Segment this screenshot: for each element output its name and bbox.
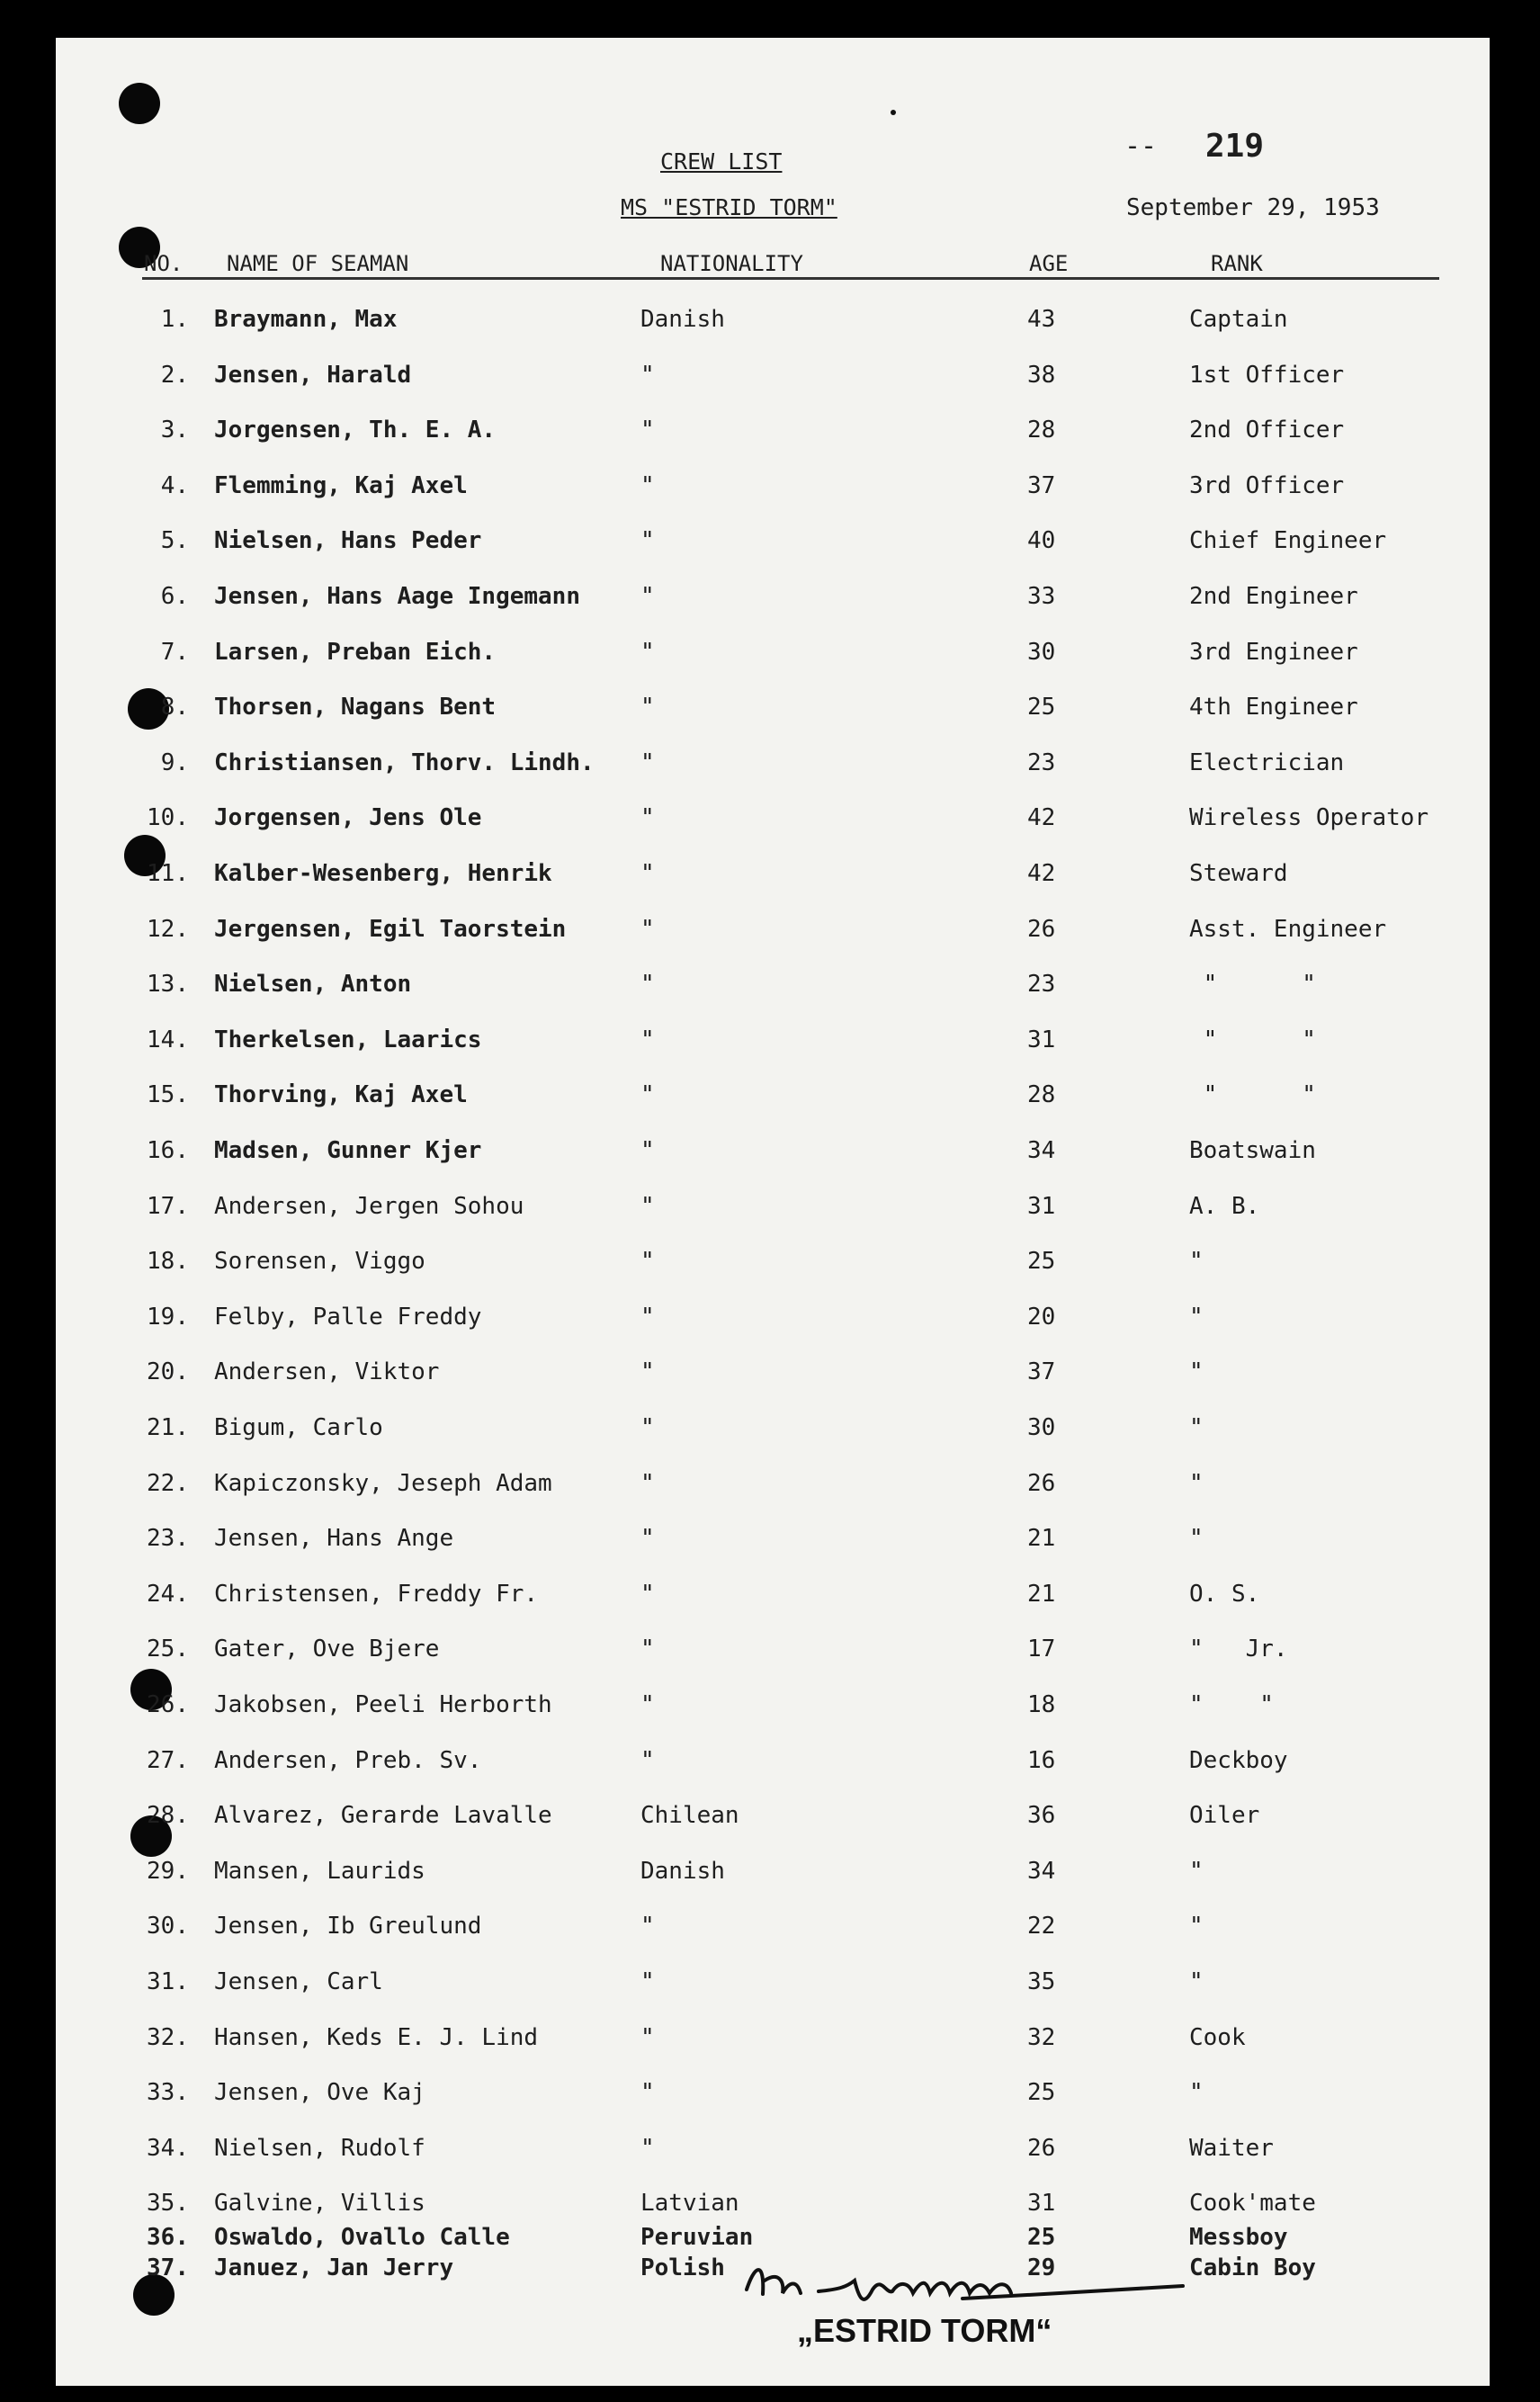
crew-name: Jorgensen, Jens Ole xyxy=(214,804,482,831)
crew-name: Christiansen, Thorv. Lindh. xyxy=(214,749,595,776)
table-row xyxy=(0,916,1540,952)
crew-no: 1. xyxy=(160,306,189,333)
table-row xyxy=(0,1968,1540,2004)
crew-age: 28 xyxy=(1027,1081,1056,1108)
crew-rank: 4th Engineer xyxy=(1189,694,1358,721)
crew-age: 37 xyxy=(1027,1358,1056,1385)
column-header-no: NO. xyxy=(144,251,184,276)
table-row xyxy=(0,1913,1540,1949)
table-row xyxy=(0,1414,1540,1450)
crew-nationality: " xyxy=(640,1026,655,1053)
table-row xyxy=(0,472,1540,508)
crew-nationality: " xyxy=(640,527,655,554)
crew-nationality: " xyxy=(640,1414,655,1441)
crew-name: Januez, Jan Jerry xyxy=(214,2254,454,2281)
crew-name: Jensen, Hans Ange xyxy=(214,1525,454,1552)
table-row xyxy=(0,860,1540,896)
crew-nationality: " xyxy=(640,1913,655,1940)
crew-name: Oswaldo, Ovallo Calle xyxy=(214,2224,510,2251)
crew-name: Larsen, Preban Eich. xyxy=(214,639,497,666)
crew-nationality: " xyxy=(640,583,655,610)
table-row xyxy=(0,1581,1540,1617)
crew-rank: Chief Engineer xyxy=(1189,527,1387,554)
crew-age: 40 xyxy=(1027,527,1056,554)
crew-no: 31. xyxy=(147,1968,189,1995)
crew-no: 36. xyxy=(147,2224,189,2251)
crew-no: 35. xyxy=(147,2190,189,2217)
table-row xyxy=(0,2135,1540,2171)
crew-name: Alvarez, Gerarde Lavalle xyxy=(214,1802,552,1829)
crew-name: Hansen, Keds E. J. Lind xyxy=(214,2024,539,2051)
table-row xyxy=(0,2079,1540,2115)
table-row xyxy=(0,639,1540,675)
crew-rank: " " xyxy=(1189,1081,1316,1108)
crew-no: 26. xyxy=(147,1691,189,1718)
crew-age: 31 xyxy=(1027,1193,1056,1220)
crew-name: Andersen, Viktor xyxy=(214,1358,440,1385)
crew-no: 4. xyxy=(160,472,189,499)
table-row xyxy=(0,1248,1540,1284)
crew-rank: 3rd Engineer xyxy=(1189,639,1358,666)
crew-name: Jorgensen, Th. E. A. xyxy=(214,417,497,444)
crew-name: Jensen, Hans Aage Ingemann xyxy=(214,583,580,610)
crew-no: 13. xyxy=(147,971,189,998)
crew-rank: " xyxy=(1189,1414,1204,1441)
crew-nationality: " xyxy=(640,971,655,998)
crew-nationality: " xyxy=(640,1304,655,1331)
crew-no: 10. xyxy=(147,804,189,831)
crew-age: 23 xyxy=(1027,971,1056,998)
crew-name: Sorensen, Viggo xyxy=(214,1248,425,1275)
crew-name: Christensen, Freddy Fr. xyxy=(214,1581,539,1608)
crew-name: Kalber-Wesenberg, Henrik xyxy=(214,860,552,887)
crew-no: 27. xyxy=(147,1747,189,1774)
crew-no: 22. xyxy=(147,1470,189,1497)
table-row xyxy=(0,2024,1540,2060)
crew-rank: " xyxy=(1189,1858,1204,1885)
crew-name: Flemming, Kaj Axel xyxy=(214,472,468,499)
crew-age: 30 xyxy=(1027,1414,1056,1441)
table-row xyxy=(0,1026,1540,1062)
crew-rank: Captain xyxy=(1189,306,1288,333)
crew-name: Jensen, Carl xyxy=(214,1968,383,1995)
crew-nationality: " xyxy=(640,1581,655,1608)
crew-name: Jensen, Ib Greulund xyxy=(214,1913,482,1940)
crew-no: 17. xyxy=(147,1193,189,1220)
crew-no: 24. xyxy=(147,1581,189,1608)
crew-rank: Electrician xyxy=(1189,749,1345,776)
table-row xyxy=(0,1193,1540,1229)
crew-name: Thorsen, Nagans Bent xyxy=(214,694,497,721)
crew-no: 15. xyxy=(147,1081,189,1108)
crew-rank: Boatswain xyxy=(1189,1137,1316,1164)
crew-nationality: Danish xyxy=(640,306,725,333)
crew-rank: " Jr. xyxy=(1189,1636,1288,1663)
crew-age: 31 xyxy=(1027,2190,1056,2217)
crew-name: Andersen, Jergen Sohou xyxy=(214,1193,524,1220)
table-row xyxy=(0,971,1540,1007)
crew-name: Therkelsen, Laarics xyxy=(214,1026,482,1053)
crew-rank: Cook xyxy=(1189,2024,1246,2051)
crew-nationality: " xyxy=(640,2079,655,2106)
crew-age: 26 xyxy=(1027,916,1056,943)
table-row xyxy=(0,1802,1540,1838)
crew-age: 26 xyxy=(1027,2135,1056,2162)
crew-age: 26 xyxy=(1027,1470,1056,1497)
crew-rank: " xyxy=(1189,1470,1204,1497)
column-header-rank: RANK xyxy=(1211,251,1263,276)
crew-rank: 2nd Officer xyxy=(1189,417,1345,444)
crew-age: 37 xyxy=(1027,472,1056,499)
crew-nationality: Polish xyxy=(640,2254,725,2281)
crew-nationality: " xyxy=(640,2135,655,2162)
table-row xyxy=(0,1137,1540,1173)
crew-rank: " " xyxy=(1189,1026,1316,1053)
table-row xyxy=(0,1691,1540,1727)
crew-no: 14. xyxy=(147,1026,189,1053)
crew-no: 7. xyxy=(160,639,189,666)
table-row xyxy=(0,804,1540,840)
crew-no: 21. xyxy=(147,1414,189,1441)
table-row xyxy=(0,1636,1540,1672)
crew-name: Jensen, Ove Kaj xyxy=(214,2079,425,2106)
column-header-nationality: NATIONALITY xyxy=(660,251,803,276)
crew-age: 21 xyxy=(1027,1581,1056,1608)
table-row xyxy=(0,1358,1540,1394)
crew-rank: Oiler xyxy=(1189,1802,1260,1829)
table-row xyxy=(0,1304,1540,1340)
crew-nationality: " xyxy=(640,362,655,389)
table-row xyxy=(0,1525,1540,1561)
crew-age: 34 xyxy=(1027,1858,1056,1885)
crew-rank: Wireless Operator xyxy=(1189,804,1429,831)
crew-no: 18. xyxy=(147,1248,189,1275)
table-row xyxy=(0,1081,1540,1117)
crew-no: 28. xyxy=(147,1802,189,1829)
crew-nationality: " xyxy=(640,804,655,831)
crew-no: 30. xyxy=(147,1913,189,1940)
crew-age: 25 xyxy=(1027,2224,1056,2251)
crew-rank: Waiter xyxy=(1189,2135,1274,2162)
vessel-stamp: „ESTRID TORM“ xyxy=(797,2312,1052,2349)
table-row xyxy=(0,749,1540,785)
crew-no: 2. xyxy=(160,362,189,389)
crew-rank: Messboy xyxy=(1189,2224,1288,2251)
document-date: September 29, 1953 xyxy=(1126,194,1380,221)
punch-hole xyxy=(119,83,160,124)
crew-no: 33. xyxy=(147,2079,189,2106)
table-row xyxy=(0,583,1540,619)
crew-no: 25. xyxy=(147,1636,189,1663)
crew-nationality: " xyxy=(640,1636,655,1663)
crew-age: 29 xyxy=(1027,2254,1056,2281)
crew-age: 16 xyxy=(1027,1747,1056,1774)
crew-nationality: " xyxy=(640,916,655,943)
crew-no: 12. xyxy=(147,916,189,943)
crew-name: Gater, Ove Bjere xyxy=(214,1636,440,1663)
crew-no: 20. xyxy=(147,1358,189,1385)
crew-rank: Steward xyxy=(1189,860,1288,887)
crew-nationality: " xyxy=(640,860,655,887)
crew-rank: " " xyxy=(1189,971,1316,998)
header-rule xyxy=(142,277,1439,280)
crew-no: 32. xyxy=(147,2024,189,2051)
crew-rank: " xyxy=(1189,1968,1204,1995)
crew-nationality: " xyxy=(640,1968,655,1995)
crew-no: 3. xyxy=(160,417,189,444)
captain-signature xyxy=(738,2254,1187,2317)
crew-no: 34. xyxy=(147,2135,189,2162)
crew-age: 17 xyxy=(1027,1636,1056,1663)
crew-age: 25 xyxy=(1027,1248,1056,1275)
crew-nationality: " xyxy=(640,1081,655,1108)
crew-name: Braymann, Max xyxy=(214,306,398,333)
column-header-age: AGE xyxy=(1029,251,1069,276)
crew-no: 6. xyxy=(160,583,189,610)
crew-age: 30 xyxy=(1027,639,1056,666)
crew-name: Felby, Palle Freddy xyxy=(214,1304,482,1331)
crew-name: Nielsen, Rudolf xyxy=(214,2135,425,2162)
crew-rank: " xyxy=(1189,1913,1204,1940)
crew-age: 38 xyxy=(1027,362,1056,389)
document-title: CREW LIST xyxy=(660,148,783,175)
crew-age: 23 xyxy=(1027,749,1056,776)
crew-nationality: " xyxy=(640,694,655,721)
crew-nationality: Latvian xyxy=(640,2190,739,2217)
crew-rank: 2nd Engineer xyxy=(1189,583,1358,610)
crew-rank: " xyxy=(1189,1525,1204,1552)
crew-rank: " " xyxy=(1189,1691,1274,1718)
crew-nationality: " xyxy=(640,1470,655,1497)
crew-rank: Cabin Boy xyxy=(1189,2254,1316,2281)
crew-age: 42 xyxy=(1027,860,1056,887)
crew-age: 31 xyxy=(1027,1026,1056,1053)
crew-name: Jergensen, Egil Taorstein xyxy=(214,916,567,943)
ink-speck xyxy=(891,110,896,115)
crew-age: 28 xyxy=(1027,417,1056,444)
crew-nationality: " xyxy=(640,749,655,776)
vessel-name: MS "ESTRID TORM" xyxy=(621,194,837,220)
crew-name: Jakobsen, Peeli Herborth xyxy=(214,1691,552,1718)
crew-nationality: " xyxy=(640,1691,655,1718)
crew-nationality: " xyxy=(640,2024,655,2051)
table-row xyxy=(0,417,1540,453)
crew-no: 9. xyxy=(160,749,189,776)
crew-name: Bigum, Carlo xyxy=(214,1414,383,1441)
crew-age: 35 xyxy=(1027,1968,1056,1995)
crew-rank: Asst. Engineer xyxy=(1189,916,1387,943)
crew-rank: " xyxy=(1189,1358,1204,1385)
crew-name: Galvine, Villis xyxy=(214,2190,425,2217)
crew-name: Nielsen, Hans Peder xyxy=(214,527,482,554)
crew-no: 8. xyxy=(160,694,189,721)
crew-rank: " xyxy=(1189,2079,1204,2106)
crew-nationality: " xyxy=(640,472,655,499)
crew-nationality: " xyxy=(640,1193,655,1220)
crew-rank: O. S. xyxy=(1189,1581,1260,1608)
crew-nationality: " xyxy=(640,1525,655,1552)
crew-nationality: Chilean xyxy=(640,1802,739,1829)
crew-age: 25 xyxy=(1027,2079,1056,2106)
table-row xyxy=(0,694,1540,730)
crew-age: 20 xyxy=(1027,1304,1056,1331)
table-row xyxy=(0,1858,1540,1894)
crew-age: 18 xyxy=(1027,1691,1056,1718)
crew-age: 32 xyxy=(1027,2024,1056,2051)
crew-nationality: " xyxy=(640,1747,655,1774)
crew-name: Andersen, Preb. Sv. xyxy=(214,1747,482,1774)
document-number: 219 xyxy=(1205,128,1265,165)
crew-rank: 1st Officer xyxy=(1189,362,1345,389)
crew-nationality: " xyxy=(640,1358,655,1385)
crew-no: 23. xyxy=(147,1525,189,1552)
crew-name: Jensen, Harald xyxy=(214,362,412,389)
crew-no: 19. xyxy=(147,1304,189,1331)
crew-age: 25 xyxy=(1027,694,1056,721)
table-row xyxy=(0,362,1540,398)
crew-no: 37. xyxy=(147,2254,189,2281)
crew-nationality: " xyxy=(640,417,655,444)
crew-name: Nielsen, Anton xyxy=(214,971,412,998)
crew-age: 43 xyxy=(1027,306,1056,333)
crew-age: 22 xyxy=(1027,1913,1056,1940)
crew-no: 16. xyxy=(147,1137,189,1164)
crew-name: Thorving, Kaj Axel xyxy=(214,1081,468,1108)
crew-no: 5. xyxy=(160,527,189,554)
table-row xyxy=(0,2190,1540,2226)
doc-dash: -- xyxy=(1124,130,1158,162)
crew-rank: Cook'mate xyxy=(1189,2190,1316,2217)
crew-rank: Deckboy xyxy=(1189,1747,1288,1774)
crew-rank: 3rd Officer xyxy=(1189,472,1345,499)
crew-age: 33 xyxy=(1027,583,1056,610)
table-row xyxy=(0,1747,1540,1783)
crew-nationality: Danish xyxy=(640,1858,725,1885)
crew-age: 42 xyxy=(1027,804,1056,831)
crew-age: 21 xyxy=(1027,1525,1056,1552)
crew-no: 29. xyxy=(147,1858,189,1885)
crew-name: Kapiczonsky, Jeseph Adam xyxy=(214,1470,552,1497)
crew-nationality: " xyxy=(640,1248,655,1275)
crew-nationality: " xyxy=(640,1137,655,1164)
crew-rank: " xyxy=(1189,1304,1204,1331)
crew-nationality: Peruvian xyxy=(640,2224,754,2251)
crew-nationality: " xyxy=(640,639,655,666)
table-row xyxy=(0,306,1540,342)
crew-name: Madsen, Gunner Kjer xyxy=(214,1137,482,1164)
crew-name: Mansen, Laurids xyxy=(214,1858,425,1885)
table-row xyxy=(0,1470,1540,1506)
crew-age: 34 xyxy=(1027,1137,1056,1164)
column-header-name: NAME OF SEAMAN xyxy=(227,251,409,276)
crew-rank: " xyxy=(1189,1248,1204,1275)
table-row xyxy=(0,527,1540,563)
crew-no: 11. xyxy=(147,860,189,887)
crew-rank: A. B. xyxy=(1189,1193,1260,1220)
crew-age: 36 xyxy=(1027,1802,1056,1829)
